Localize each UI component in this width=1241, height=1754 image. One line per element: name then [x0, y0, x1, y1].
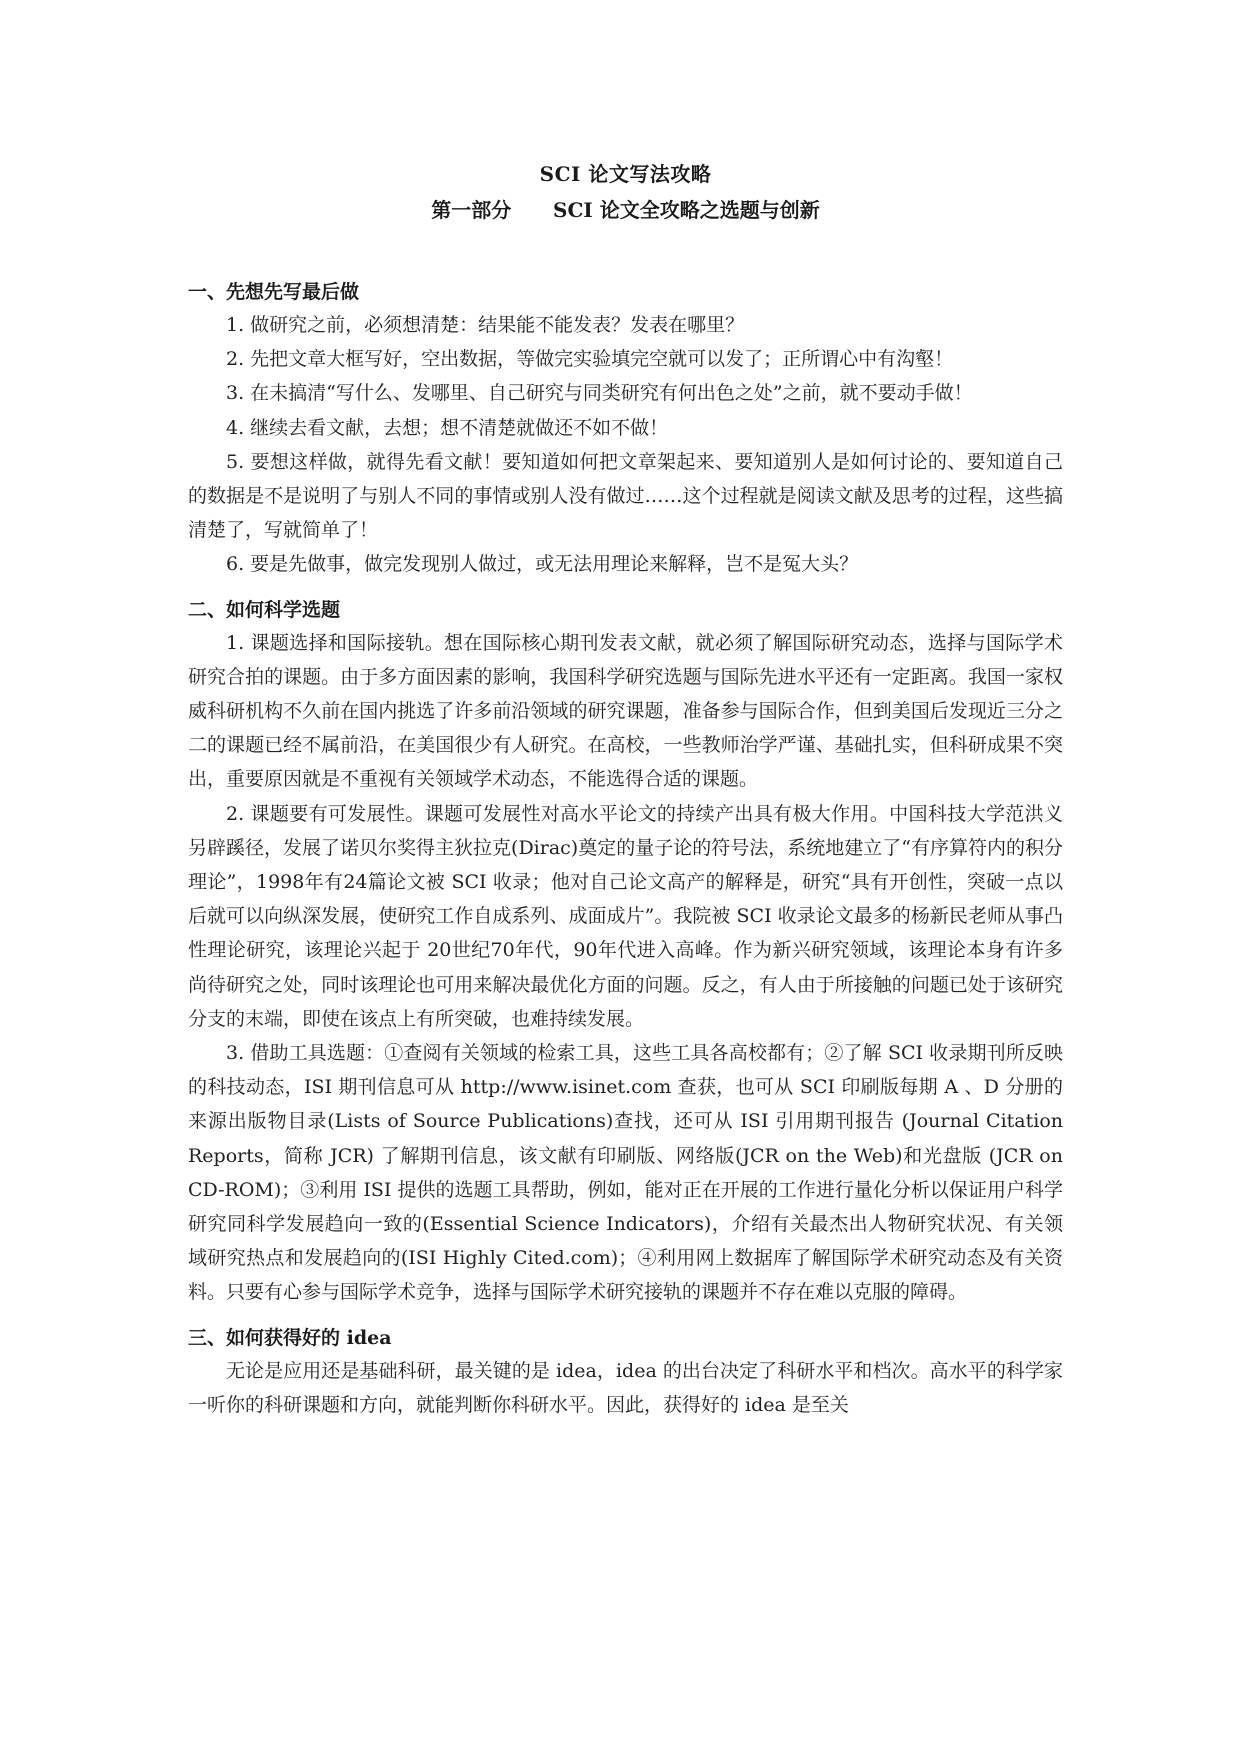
section-1 [188, 276, 1063, 582]
paragraph: 2. 先把文章大框写好，空出数据，等做完实验填完空就可以发了；正所谓心中有沟壑！ [226, 348, 954, 371]
section-heading: 三、如何获得好的 idea [188, 1326, 392, 1349]
paragraph: 3. 借助工具选题：①查阅有关领域的检索工具，这些工具各高校都有；②了解 SCI 收录期刊所反映的科技动态，ISI 期刊信息可从 http://www.isinet.com 查获，也可从 SCI 印刷版每期 A 、D 分册的来源出版物目录(Lists of Source Publications)查找，还可从 ISI 引用期刊报告 (Journal Citation Reports，简称 JCR) 了解期刊信息，该文献有印刷版、网络版(JCR on the Web)和光盘版 (JCR on CD-ROM)；③利用 ISI 提供的选题工具帮助，例如，能对正在开展的工作进行量化分析以保证用户科学研究同科学发展趋向一致的(Essential Science Indicators)，介绍有关最杰出人物研究状况、有关领域研究热点和发展趋向的(ISI Highly Cited.com)；④利用网上数据库了解国际学术研究动态及有关资料。只要有心参与国际学术竞争，选择与国际学术研究接轨的课题并不存在难以克服的障碍。 [188, 1042, 1063, 1304]
section-heading: 二、如何科学选题 [188, 598, 341, 621]
paragraph: 3. 在未搞清“写什么、发哪里、自己研究与同类研究有何出色之处”之前，就不要动手做！ [226, 382, 973, 405]
paragraph: 1. 做研究之前，必须想清楚：结果能不能发表？发表在哪里？ [226, 314, 745, 336]
paragraph: 2. 课题要有可发展性。课题可发展性对高水平论文的持续产出具有极大作用。中国科技大学范洪义另辟蹊径，发展了诺贝尔奖得主狄拉克(Dirac)奠定的量子论的符号法，系统地建立了“有序算符内的积分理论”，1998年有24篇论文被 SCI 收录；他对自己论文高产的解释是，研究“具有开创性，突破一点以后就可以向纵深发展，使研究工作自成系列、成面成片”。我院被 SCI 收录论文最多的杨新民老师从事凸性理论研究，该理论兴起于 20世纪70年代，90年代进入高峰。作为新兴研究领域，该理论本身有许多尚待研究之处，同时该理论也可用来解决最优化方面的问题。反之，有人由于所接触的问题已处于该研究分支的末端，即使在该点上有所突破，也难持续发展。 [188, 802, 1063, 1030]
section-heading: 一、先想先写最后做 [188, 281, 360, 303]
section-2 [188, 594, 1063, 1310]
paragraph: 1. 课题选择和国际接轨。想在国际核心期刊发表文献，就必须了解国际研究动态，选择与国际学术研究合拍的课题。由于多方面因素的影响，我国科学研究选题与国际先进水平还有一定距离。我国一家权威科研机构不久前在国内挑选了许多前沿领域的研究课题，准备参与国际合作，但到美国后发现近三分之二的课题已经不属前沿，在美国很少有人研究。在高校，一些教师治学严谨、基础扎实，但科研成果不突出，重要原因就是不重视有关领域学术动态，不能选得合适的课题。 [188, 631, 1063, 791]
paragraph: 无论是应用还是基础科研，最关键的是 idea，idea 的出台决定了科研水平和档次。高水平的科学家一听你的科研课题和方向，就能判断你科研水平。因此，获得好的 idea 是至关 [188, 1359, 1063, 1416]
document-title: SCI 论文写法攻略 [539, 162, 712, 186]
paragraph: 4. 继续去看文献，去想；想不清楚就做还不如不做！ [226, 416, 669, 439]
paragraph: 6. 要是先做事，做完发现别人做过，或无法用理论来解释，岂不是冤大头？ [226, 553, 859, 576]
section-3 [188, 1322, 1063, 1422]
paragraph: 5. 要想这样做，就得先看文献！要知道如何把文章架起来、要知道别人是如何讨论的、要知道自己的数据是不是说明了与别人不同的事情或别人没有做过……这个过程就是阅读文献及思考的过程，这些搞清楚了，写就简单了！ [188, 450, 1063, 542]
document-subtitle: 第一部分 SCI 论文全攻略之选题与创新 [431, 198, 820, 222]
